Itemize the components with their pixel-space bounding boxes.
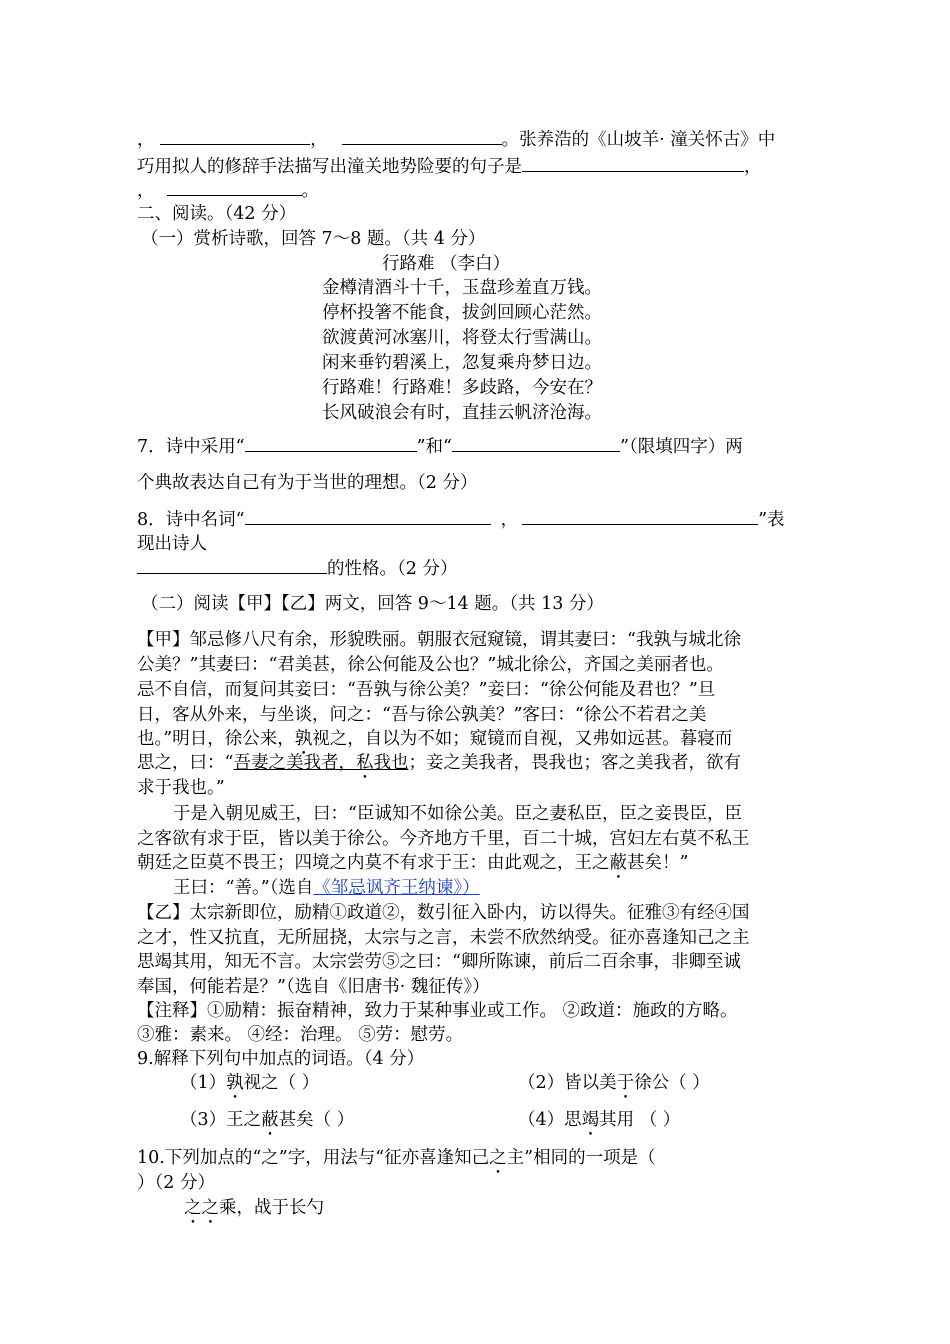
q7-answer-blank-2[interactable] <box>452 434 620 452</box>
dotted-word: 之 <box>201 1198 219 1218</box>
q6-line-1 <box>137 127 775 152</box>
q6-line3-lead: ， <box>137 181 155 201</box>
q9-text: （2）皆以美 <box>518 1073 617 1093</box>
q9-text: （3）王之 <box>180 1110 262 1130</box>
q6-answer-blank-4[interactable] <box>167 178 302 196</box>
q6-line-3 <box>137 178 319 203</box>
question-7 <box>137 434 743 459</box>
jia-line: 日，客从外来，与坐谈，问之：“吾与徐公孰美？”客曰：“徐公不若君之美 <box>137 705 707 725</box>
q8-text-e: 的性格。（2 分） <box>327 559 458 579</box>
question-8-line3 <box>137 556 457 581</box>
q9-text: 视之（ ） <box>243 1073 320 1093</box>
q6-line2-end: ， <box>744 157 762 177</box>
jia-text: 思之，曰：“ <box>137 753 234 773</box>
q9-item-2 <box>518 1071 710 1103</box>
dotted-word: 于 <box>616 1073 635 1093</box>
q9-text: 甚矣（ ） <box>278 1110 355 1130</box>
question-9-heading: 9.解释下列句中加点的词语。（4 分） <box>137 1049 425 1069</box>
jia-line <box>137 751 741 783</box>
q9-text: （4）思 <box>518 1110 582 1130</box>
jia-text: ；妾之美我者，畏我也；客之美我者，欲有 <box>408 753 741 773</box>
poem-line: 停杯投箸不能食，拔剑回顾心茫然。 <box>322 303 602 323</box>
jia-line: 求于我也。” <box>137 778 225 798</box>
q10-option[interactable] <box>184 1196 324 1228</box>
q6-line2-text: 巧用拟人的修辞手法描写出潼关地势险要的句子是 <box>137 157 522 177</box>
jia-line: 之客欲有求于臣，皆以美于徐公。今齐地方千里，百二十城，宫妇左右莫不私王 <box>137 829 750 849</box>
jia-line: 于是入朝见威王，曰：“臣诚知不如徐公美。臣之妻私臣，臣之妾畏臣，臣 <box>173 804 742 824</box>
jia-line: 【甲】邹忌修八尺有余，形貌昳丽。朝服衣冠窥镜，谓其妻曰：“我孰与城北徐 <box>137 630 741 650</box>
q7-text-a: 7．诗中采用“ <box>137 437 245 457</box>
q6-line3-end: 。 <box>301 181 319 201</box>
source-link[interactable]: 《邹忌讽齐王纳谏》） <box>313 878 480 898</box>
dotted-word: 之 <box>184 1198 202 1218</box>
jia-line: 忌不自信，而复问其妾曰：“吾孰与徐公美？”妾曰：“徐公何能及君也？”旦 <box>137 680 716 700</box>
q6-line-2 <box>137 154 762 179</box>
question-7-cont: 个典故表达自己有为于当世的理想。（2 分） <box>137 473 478 493</box>
dotted-word: 之 <box>489 1148 507 1168</box>
dotted-word: 私 <box>355 753 374 773</box>
q9-item-3 <box>180 1108 354 1140</box>
jia-text: 视之，自以为不如；窥镜而自视，又弗如远甚。暮寝而 <box>312 729 733 749</box>
section-heading: 二、阅读。（42 分） <box>137 204 297 224</box>
jia-text: 朝廷之臣莫不畏王；四境之内莫不有求于王：由此观之，王之 <box>137 853 610 873</box>
q7-text-b: ”和“ <box>416 437 452 457</box>
poem-line: 金樽清酒斗十千，玉盘珍羞直万钱。 <box>322 278 602 298</box>
q8-text-c: ”表 <box>758 510 785 530</box>
q7-text-c: ”（限填四字）两 <box>620 437 743 457</box>
q7-answer-blank-1[interactable] <box>245 434 417 452</box>
poem-line: 欲渡黄河冰塞川，将登太行雪满山。 <box>322 328 602 348</box>
yi-line: 【乙】太宗新即位，励精①政道②，数引征入卧内，访以得失。征雅③有经④国 <box>137 903 750 923</box>
underlined-sentence: 吾妻之美我者， <box>233 753 356 773</box>
poem-line: 闲来垂钓碧溪上，忽复乘舟梦日边。 <box>322 353 602 373</box>
q8-answer-blank-1[interactable] <box>245 507 491 525</box>
yi-line: 奉国，何能若是？”（选自《旧唐书· 魏征传》） <box>137 977 490 997</box>
notes-line: ③雅：素来。 ④经：治理。 ⑤劳：慰劳。 <box>137 1025 464 1045</box>
q9-item-4 <box>518 1108 680 1140</box>
q8-text-b: ， <box>500 510 519 530</box>
q6-lead-comma: ， <box>137 130 155 150</box>
q6-comma: ， <box>310 130 328 150</box>
dotted-word: 蔽 <box>609 853 627 873</box>
poem-line: 长风破浪会有时，直挂云帆济沧海。 <box>322 403 602 423</box>
dotted-word: 孰 <box>226 1073 244 1093</box>
underlined-sentence: 我也 <box>373 753 409 773</box>
q6-answer-blank-3[interactable] <box>522 154 744 172</box>
q6-answer-blank-2[interactable] <box>342 127 502 145</box>
jia-text: 甚矣！” <box>627 853 689 873</box>
q9-text: 其用 （ ） <box>599 1110 681 1130</box>
q9-item-1 <box>180 1071 319 1103</box>
q8-answer-blank-3[interactable] <box>137 556 327 574</box>
q6-answer-blank-1[interactable] <box>160 127 310 145</box>
q9-text: 徐公（ ） <box>634 1073 710 1093</box>
dotted-word: 竭 <box>581 1110 600 1130</box>
part1-heading: （一）赏析诗歌，回答 7～8 题。（共 4 分） <box>141 229 486 249</box>
notes-line: 【注释】①励精：振奋精神，致力于某种事业或工作。 ②政道：施政的方略。 <box>137 1001 738 1021</box>
jia-text: 王曰：“善。”（选自 <box>173 878 314 898</box>
question-8 <box>137 507 785 532</box>
q8-text-a: 8．诗中名词“ <box>137 510 245 530</box>
yi-line: 思竭其用，知无不言。太宗尝劳⑤之曰：“卿所陈谏，前后二百余事，非卿至诚 <box>137 952 741 972</box>
q6-line1-text: 。张养浩的《山坡羊· 潼关怀古》中 <box>501 130 776 150</box>
jia-line: 公美？”其妻曰：“君美甚，徐公何能及公也？”城北徐公，齐国之美丽者也。 <box>137 655 724 675</box>
jia-line <box>173 876 480 900</box>
q10-text: 主”相同的一项是（ <box>506 1148 656 1168</box>
q9-text: （1） <box>180 1073 227 1093</box>
yi-line: 之才，性又抗直，无所屈挠，太宗与之言，未尝不欣然纳受。征亦喜逢知己之主 <box>137 928 750 948</box>
q8-answer-blank-2[interactable] <box>522 507 758 525</box>
poem-line: 行路难！行路难！多歧路，今安在？ <box>322 378 602 398</box>
part2-heading: （二）阅读【甲】【乙】两文，回答 9～14 题。（共 13 分） <box>141 594 604 614</box>
question-10-cont: ）（2 分） <box>137 1173 215 1193</box>
poem-title: 行路难 （李白） <box>382 254 511 274</box>
q10-option-text: 乘，战于长勺 <box>219 1198 324 1218</box>
question-8-cont: 现出诗人 <box>137 534 207 554</box>
dotted-word: 孰 <box>294 729 313 749</box>
jia-text: 也。”明日，徐公来， <box>137 729 295 749</box>
q10-text: 10.下列加点的“之”字，用法与“征亦喜逢知己 <box>137 1148 490 1168</box>
dotted-word: 蔽 <box>261 1110 279 1130</box>
